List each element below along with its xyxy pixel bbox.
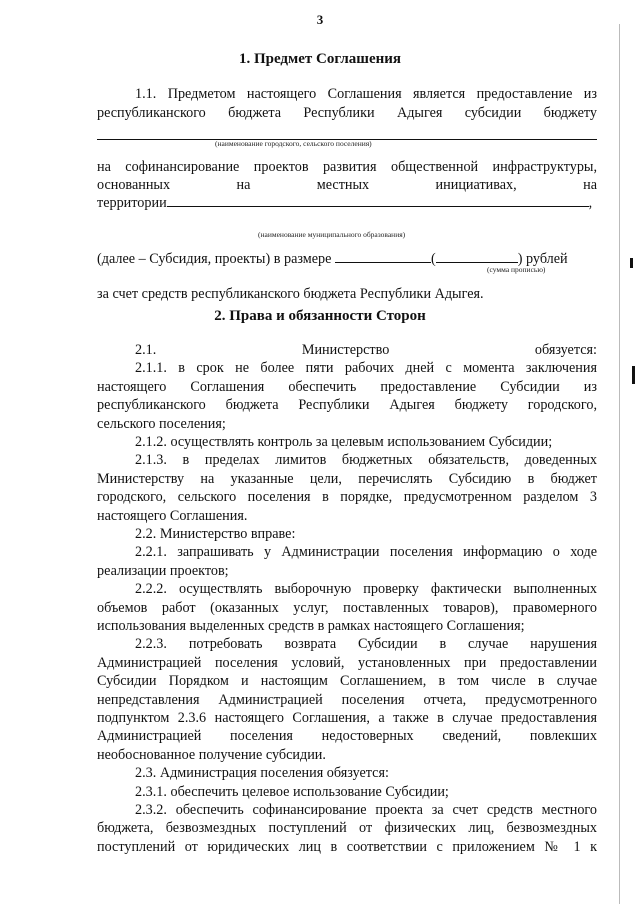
page-number: 3 xyxy=(316,12,324,27)
blank-amount-words xyxy=(436,250,518,263)
paragraph-line: на софинансирование проектов развития общественной инфраструктуры, xyxy=(97,159,597,175)
paragraph-line: Администрацией поселения недостоверных сведений, повлекших xyxy=(97,728,597,745)
paragraph-line: 1.1. Предметом настоящего Соглашения является предоставление из xyxy=(135,86,597,102)
paragraph-line: 2.1. Министерство обязуется: xyxy=(135,342,597,358)
paragraph-line: 2.1.1. в срок не более пяти рабочих дней с момента заключения xyxy=(135,360,597,377)
section-1-title: 1. Предмет Соглашения xyxy=(238,51,402,67)
paragraph-line: 2.1.2. осуществлять контроль за целевым использованием Субсидии; xyxy=(135,434,553,450)
paragraph-line: 2.2. Министерство вправе: xyxy=(135,526,296,542)
paragraph-line: бюджета, безвозмездных поступлений от физических лиц, безвозмездных xyxy=(97,820,597,837)
amount-paren-open: ( xyxy=(431,251,436,267)
caption-amount: (сумма прописью) xyxy=(487,265,546,274)
paragraph-line: настоящего Соглашения. xyxy=(97,507,248,524)
territory-label: территории xyxy=(97,195,167,211)
paragraph-line: Администрацией поселения условий, установленных при предоставлении xyxy=(97,654,597,671)
paragraph-line: поступлений от юридических лиц в соответствии с приложением № 1 к xyxy=(97,838,597,855)
amount-currency: ) рублей xyxy=(517,251,568,267)
paragraph-line: за счет средств республиканского бюджета Республики Адыгея. xyxy=(97,286,484,302)
paragraph-line: сельского поселения; xyxy=(97,415,226,432)
caption-municipality: (наименование муниципального образования) xyxy=(258,230,406,239)
paragraph-line: подпунктом 2.3.6 настоящего Соглашения, а также в случае предоставления xyxy=(97,710,597,726)
paragraph-line-territory xyxy=(97,194,597,212)
paragraph-line: объемов работ (оказанных услуг, поставленных товаров), правомерного xyxy=(97,599,597,616)
paragraph-line: республиканского бюджета Республики Адыгея субсидии бюджету xyxy=(97,105,597,121)
paragraph-line: городского, сельского поселения в порядке, предусмотренном разделом 3 xyxy=(97,489,597,506)
paragraph-line: непредставления Администрацией поселения отчета, предусмотренного xyxy=(97,691,597,708)
blank-amount-figures xyxy=(335,250,431,263)
paragraph-line: 2.3.2. обеспечить софинансирование проекта за счет средств местного xyxy=(135,802,597,818)
paragraph-line: 2.2.3. потребовать возврата Субсидии в случае нарушения xyxy=(135,636,597,653)
section-2-title: 2. Права и обязанности Сторон xyxy=(214,308,426,324)
paragraph-line: необоснованное получение субсидии. xyxy=(97,746,326,763)
paragraph-line: основанных на местных инициативах, на xyxy=(97,177,597,193)
scan-edge-line xyxy=(619,24,620,904)
paragraph-line: 2.2.2. осуществлять выборочную проверку фактически выполненных xyxy=(135,581,597,598)
scan-mark xyxy=(632,366,635,384)
paragraph-line: использования выделенных средств в рамках настоящего Соглашения; xyxy=(97,618,525,634)
caption-settlement: (наименование городского, сельского поселения) xyxy=(215,139,372,148)
paragraph-line: 2.3. Администрация поселения обязуется: xyxy=(135,765,389,782)
paragraph-line: Министерству на указанные цели, перечислять Субсидию в бюджет xyxy=(97,470,597,487)
territory-end: , xyxy=(588,195,593,211)
paragraph-line: реализации проектов; xyxy=(97,562,229,579)
paragraph-line: настоящего Соглашения обеспечить предоставление Субсидии из xyxy=(97,378,597,395)
amount-label: (далее – Субсидия, проекты) в размере xyxy=(97,251,332,267)
paragraph-line: 2.2.1. запрашивать у Администрации поселения информацию о ходе xyxy=(135,544,597,561)
scan-mark xyxy=(630,258,633,268)
paragraph-line: республиканского бюджета Республики Адыгея бюджету городского, xyxy=(97,397,597,414)
paragraph-line: 2.3.1. обеспечить целевое использование Субсидии; xyxy=(135,783,449,800)
paragraph-line: 2.1.3. в пределах лимитов бюджетных обязательств, доведенных xyxy=(135,452,597,469)
paragraph-line: Субсидии Порядком и настоящим Соглашением, в том числе в случае xyxy=(97,673,597,690)
blank-territory xyxy=(167,194,589,207)
